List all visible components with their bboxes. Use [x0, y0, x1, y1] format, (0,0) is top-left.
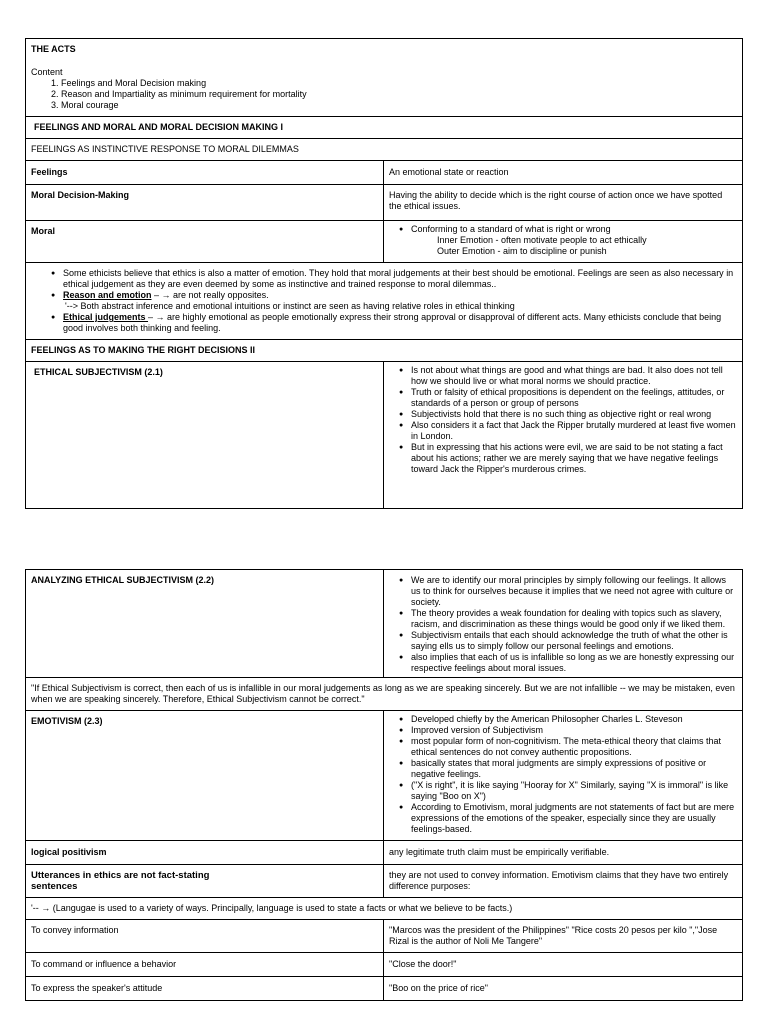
content-label: Content [31, 67, 63, 77]
definition-cell: "Boo on the price of rice" [384, 977, 743, 1001]
bullet-list [389, 365, 737, 475]
section1-header: FEELINGS AND MORAL AND MORAL DECISION MAKING I [26, 117, 743, 139]
definition-cell: any legitimate truth claim must be empirically verifiable. [384, 841, 743, 865]
list-item: ● According to Emotivism, moral judgments are not statements of fact but are mere expressions of the emotions of the speaker, especially since they are usually feelings-based. [411, 802, 737, 835]
definition-cell: An emotional state or reaction [384, 161, 743, 185]
acts-title: THE ACTS [31, 44, 76, 54]
acts-row [26, 39, 743, 117]
term-cell: EMOTIVISM (2.3) [26, 711, 384, 841]
content-item: 1. Feelings and Moral Decision making [61, 78, 737, 89]
section1-subheader: FEELINGS AS INSTINCTIVE RESPONSE TO MORAL DILEMMAS [26, 139, 743, 161]
table-row [26, 953, 743, 977]
list-item: ● We are to identify our moral principles by simply following our feelings. It allows us to think for ourselves because it implies that we need not agree with culture or society. [411, 575, 737, 608]
list-item: ● ("X is right", it is like saying "Hooray for X" Similarly, saying "X is immoral" is like saying "Boo on X") [411, 780, 737, 802]
table-row [26, 161, 743, 185]
list-item: ● basically states that moral judgments are simply expressions of positive or negative feelings. [411, 758, 737, 780]
content-item: 2. Reason and Impartiality as minimum requirement for mortality [61, 89, 737, 100]
table-row [26, 570, 743, 678]
definition-cell: "Close the door!" [384, 953, 743, 977]
sub-item: Outer Emotion - aim to discipline or punish [437, 246, 607, 256]
bullet-list [389, 224, 737, 235]
list-item: ● But in expressing that his actions were evil, we are said to be not stating a fact about his actions; rather we are merely saying that we have negative feelings toward Jack the Ripper's murderous crimes. [411, 442, 737, 475]
list-item: ● Reason and emotion – → are not really opposites. '--> Both abstract inference and emotional intuitions or instinct are seen as having relative roles in ethical thinking [63, 290, 734, 312]
list-item: ● Ethical judgements – → are highly emotional as people emotionally express their strong approval or disapproval of different acts. Many ethicists conclude that being good involves both thinking and feeling. [63, 312, 734, 334]
table-row [26, 221, 743, 263]
list-item: ● Subjectivists hold that there is no such thing as objective right or real wrong [411, 409, 737, 420]
table-row [26, 920, 743, 953]
list-item: ● Also considers it a fact that Jack the Ripper brutally murdered at least five women in London. [411, 420, 737, 442]
definition-cell: they are not used to convey information. Emotivism claims that they have two entirely difference purposes: [384, 865, 743, 898]
list-item: ● Truth or falsity of ethical propositions is dependent on the feelings, attitudes, or standards of a person or group of persons [411, 387, 737, 409]
definition-cell [384, 570, 743, 678]
table-row [26, 977, 743, 1001]
term-cell: ETHICAL SUBJECTIVISM (2.1) [26, 362, 384, 509]
term-cell: To command or influence a behavior [26, 953, 384, 977]
notes-table-page-1 [25, 38, 743, 509]
sub-item: '--> Both abstract inference and emotional intuitions or instinct are seen as having relative roles in ethical thinking [65, 301, 515, 311]
table-row [26, 711, 743, 841]
section2-header: FEELINGS AS TO MAKING THE RIGHT DECISIONS II [26, 340, 743, 362]
bullet-list [389, 575, 737, 674]
list-item: ● The theory provides a weak foundation for dealing with topics such as slavery, racism, and discrimination as these things would be good only if we liked them. [411, 608, 737, 630]
list-item: ● Developed chiefly by the American Philosopher Charles L. Steveson [411, 714, 737, 725]
emphasis-term: Ethical judgements [63, 312, 149, 322]
list-item: ● Improved version of Subjectivism [411, 725, 737, 736]
emphasis-term: Reason and emotion [63, 290, 152, 300]
list-item: ● Conforming to a standard of what is right or wrong [411, 224, 737, 235]
quote-cell: "If Ethical Subjectivism is correct, then each of us is infallible in our moral judgements as long as we are speaking sincerely. But we are not infallible -- we may be mistaken, even when we are speaking sincerely. Therefore, Ethical Subjectivism cannot be correct." [26, 678, 743, 711]
table-row [26, 865, 743, 898]
table-row [26, 841, 743, 865]
term-cell: ANALYZING ETHICAL SUBJECTIVISM (2.2) [26, 570, 384, 678]
list-item: ● Some ethicists believe that ethics is also a matter of emotion. They hold that moral judgements at their best should be emotional. Feelings are seen as also necessary in ethical judgement as they are even deemed by some as instinctive and trained response to moral dilemmas.. [63, 268, 734, 290]
definition-cell [384, 362, 743, 509]
list-item: ● most popular form of non-cognitivism. The meta-ethical theory that claims that ethical sentences do not convey authentic propositions. [411, 736, 737, 758]
definition-cell [384, 221, 743, 263]
definition-cell: Having the ability to decide which is the right course of action once we have spotted the ethical issues. [384, 185, 743, 221]
term-cell: To convey information [26, 920, 384, 953]
term-cell: Feelings [26, 161, 384, 185]
term-cell: Utterances in ethics are not fact-stating sentences [26, 865, 384, 898]
list-item: ● Subjectivism entails that each should acknowledge the truth of what the other is saying ells us to simply follow our personal feelings and emotions. [411, 630, 737, 652]
table-row [26, 362, 743, 509]
content-list [31, 78, 737, 111]
term-cell: logical positivism [26, 841, 384, 865]
definition-cell [384, 711, 743, 841]
table-row [26, 185, 743, 221]
list-item: ● also implies that each of us is infallible so long as we are honestly expressing our respective feelings about moral issues. [411, 652, 737, 674]
notes-list [41, 268, 734, 334]
list-item: ● Is not about what things are good and what things are bad. It also does not tell how we should live or what moral norms we should practice. [411, 365, 737, 387]
sub-item: Inner Emotion - often motivate people to act ethically [437, 235, 647, 245]
content-item: 3. Moral courage [61, 100, 737, 111]
term-cell: To express the speaker's attitude [26, 977, 384, 1001]
bullet-list [389, 714, 737, 835]
notes-table-page-2 [25, 569, 743, 1001]
term-cell: Moral [26, 221, 384, 263]
definition-cell: "Marcos was the president of the Philippines" "Rice costs 20 pesos per kilo ","Jose Rizal is the author of Noli Me Tangere" [384, 920, 743, 953]
notes-row [26, 263, 743, 340]
language-note: '-- → (Langugae is used to a variety of ways. Principally, language is used to state a facts or what we believe to be facts.) [26, 898, 743, 920]
term-cell: Moral Decision-Making [26, 185, 384, 221]
